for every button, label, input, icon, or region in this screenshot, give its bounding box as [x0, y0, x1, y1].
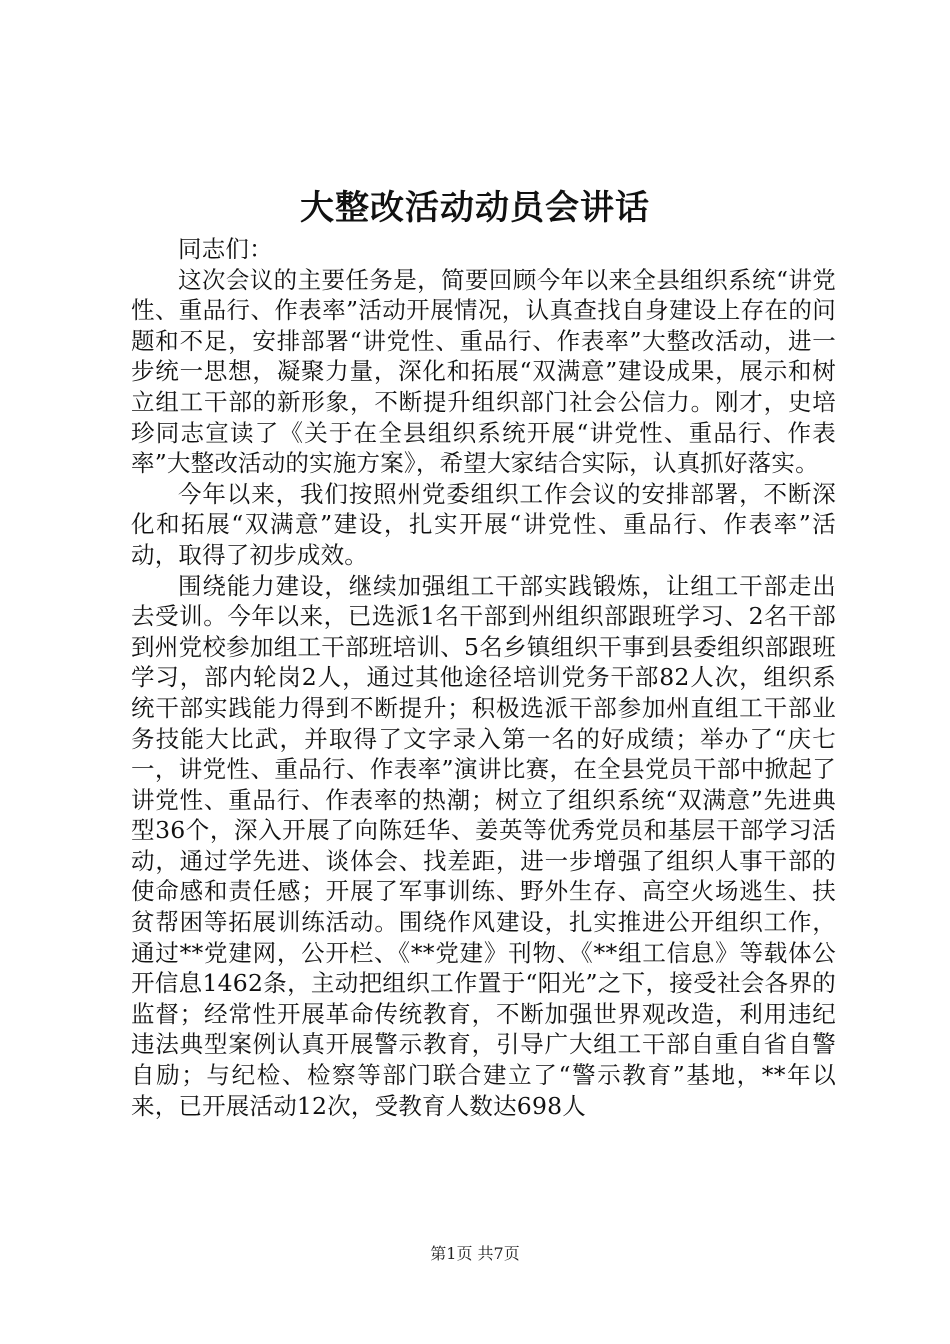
body-paragraph: 围绕能力建设，继续加强组工干部实践锻炼，让组工干部走出去受训。今年以来，已选派1名干部到州组织部跟班学习、2名干部到州党校参加组工干部班培训、5名乡镇组织干事到县委组织部跟班学习，部内轮岗2人，通过其他途径培训党务干部82人次，组织系统干部实践能力得到不断提升；积极选派干部参加州直组工干部业务技能大比武，并取得了文字录入第一名的好成绩；举办了“庆七一，讲党性、重品行、作表率”演讲比赛，在全县党员干部中掀起了讲党性、重品行、作表率的热潮；树立了组织系统“双满意”先进典型36个，深入开展了向陈廷华、姜英等优秀党员和基层干部学习活动，通过学先进、谈体会、找差距，进一步增强了组织人事干部的使命感和责任感；开展了军事训练、野外生存、高空火场逃生、扶贫帮困等拓展训练活动。围绕作风建设，扎实推进公开组织工作，通过**党建网，公开栏、《**党建》刊物、《**组工信息》等载体公开信息1462条，主动把组织工作置于“阳光”之下，接受社会各界的监督；经常性开展革命传统教育，不断加强世界观改造，利用违纪违法典型案例认真开展警示教育，引导广大组工干部自重自省自警自励；与纪检、检察等部门联合建立了“警示教育”基地，**年以来，已开展活动12次，受教育人数达698人 [131, 571, 836, 1120]
body-paragraph: 今年以来，我们按照州党委组织工作会议的安排部署，不断深化和拓展“双满意”建设，扎实开展“讲党性、重品行、作表率”活动，取得了初步成效。 [131, 479, 836, 569]
document-body [131, 234, 836, 1121]
body-paragraph: 这次会议的主要任务是，简要回顾今年以来全县组织系统“讲党性、重品行、作表率”活动开展情况，认真查找自身建设上存在的问题和不足，安排部署“讲党性、重品行、作表率”大整改活动，进一步统一思想，凝聚力量，深化和拓展“双满意”建设成果，展示和树立组工干部的新形象，不断提升组织部门社会公信力。刚才，史培珍同志宣读了《关于在全县组织系统开展“讲党性、重品行、作表率”大整改活动的实施方案》，希望大家结合实际，认真抓好落实。 [131, 265, 836, 478]
document-title: 大整改活动动员会讲话 [300, 188, 650, 228]
salutation-paragraph: 同志们： [178, 235, 273, 263]
page-number-footer: 第1页 共7页 [430, 1244, 520, 1263]
